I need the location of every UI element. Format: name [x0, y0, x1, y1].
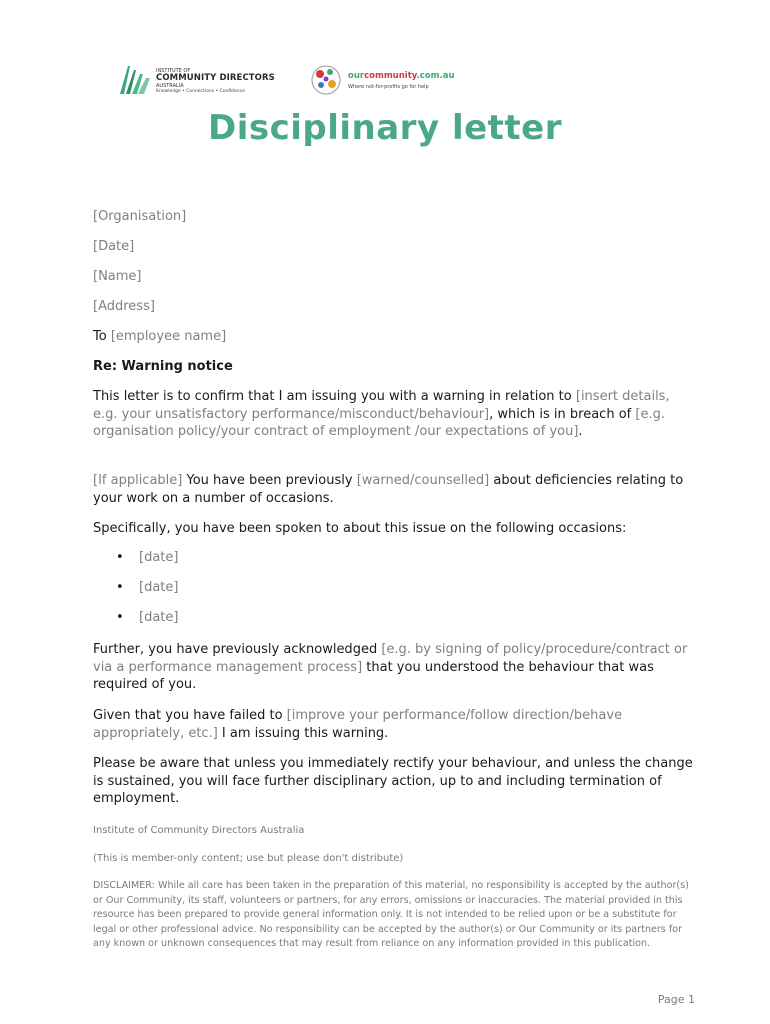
bullet-marker: • — [116, 580, 124, 595]
footer-disclaimer: DISCLAIMER: While all care has been taken in the preparation of this material, no responsibility is accepted by the author(s) or Our Community, its staff, volunteers or partners, for any errors, omissions or inaccuracies. The material provided in this resource has been prepared to provide general information only. It is not intended to be relied upon or be a substitute for legal or other professional advice. No responsibility can be accepted by the author(s) or Our Community or its partners for any known or unknown consequences that may result from reliance on any information provided in this publication. — [93, 880, 689, 949]
to-label: To — [93, 329, 107, 344]
page-number: Page 1 — [657, 993, 695, 1006]
date-field: [Date] — [93, 239, 135, 254]
employee-name-field: [employee name] — [110, 329, 227, 344]
address-field: [Address] — [93, 299, 155, 314]
bullet-marker: • — [116, 550, 124, 565]
bullet-marker: • — [116, 610, 124, 625]
footer-org: Institute of Community Directors Australia — [93, 825, 305, 836]
ourcommunity-logo — [308, 62, 468, 98]
ourcommunity-wordmark: ourcommunity.com.au — [348, 71, 455, 81]
icd-logo — [118, 62, 278, 98]
paragraph-6: Please be aware that unless you immediately rectify your behaviour, and unless the change is sustained, you will face further disciplinary action, up to and including termination of employment. — [93, 756, 693, 806]
list-item: [date] — [139, 580, 179, 595]
icd-logo-line2: COMMUNITY DIRECTORS — [156, 73, 275, 83]
paragraph-4: Further, you have previously acknowledged [e.g. by signing of policy/procedure/contract or via a performance management process] that you understood the behaviour that was required of you. — [93, 642, 688, 692]
paragraph-5: Given that you have failed to [improve your performance/follow direction/behave appropriately, etc.] I am issuing this warning. — [93, 708, 623, 741]
paragraph-1: This letter is to confirm that I am issuing you with a warning in relation to [insert details, e.g. your unsatisfactory performance/misconduct/behaviour], which is in breach of [e.g. organisation policy/your contract of employment /our expectations of you]. — [93, 389, 670, 439]
icd-logo-tagline: Knowledge • Connections • Confidence — [156, 89, 245, 94]
ourcommunity-logo-icon — [308, 62, 344, 98]
paragraph-3: Specifically, you have been spoken to about this issue on the following occasions: — [93, 521, 627, 536]
paragraph-2: [If applicable] You have been previously [warned/counselled] about deficiencies relating to your work on a number of occasions. — [93, 473, 684, 506]
list-item: [date] — [139, 610, 179, 625]
footer-member-note: (This is member-only content; use but please don't distribute) — [93, 853, 404, 864]
ourcommunity-tagline: Where not-for-profits go for help — [348, 84, 429, 90]
organisation-field: [Organisation] — [93, 209, 187, 224]
name-field: [Name] — [93, 269, 142, 284]
to-line — [93, 328, 226, 346]
icd-logo-icon — [118, 62, 154, 96]
list-item: [date] — [139, 550, 179, 565]
document-title: Disciplinary letter — [207, 108, 563, 148]
re-line: Re: Warning notice — [93, 359, 233, 374]
icd-logo-line3: AUSTRALIA — [156, 83, 184, 89]
icd-logo-line1: INSTITUTE OF — [156, 68, 191, 74]
